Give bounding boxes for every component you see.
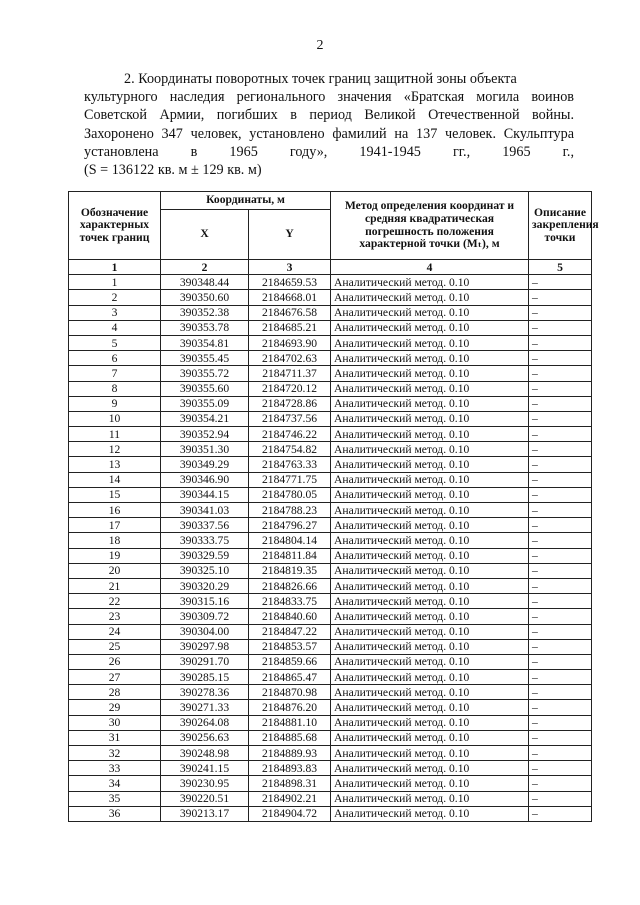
table-row — [69, 472, 592, 487]
coord-x: 390241.15 — [161, 761, 249, 776]
table-row — [69, 715, 592, 730]
column-number: 1 — [69, 260, 161, 275]
point-number: 25 — [69, 639, 161, 654]
table-row — [69, 594, 592, 609]
coord-x: 390348.44 — [161, 275, 249, 290]
description-cell: – — [529, 366, 592, 381]
point-number: 12 — [69, 442, 161, 457]
coordinates-table — [68, 191, 599, 822]
column-number: 2 — [161, 260, 249, 275]
coord-x: 390344.15 — [161, 487, 249, 502]
table-row — [69, 366, 592, 381]
method-cell: Аналитический метод. 0.10 — [331, 654, 529, 669]
description-cell: – — [529, 624, 592, 639]
coord-x: 390220.51 — [161, 791, 249, 806]
point-number: 16 — [69, 503, 161, 518]
coord-y: 2184711.37 — [249, 366, 331, 381]
coord-y: 2184763.33 — [249, 457, 331, 472]
coord-y: 2184804.14 — [249, 533, 331, 548]
coord-x: 390256.63 — [161, 730, 249, 745]
coord-x: 390304.00 — [161, 624, 249, 639]
table-row — [69, 396, 592, 411]
coord-y: 2184902.21 — [249, 791, 331, 806]
description-cell: – — [529, 639, 592, 654]
point-number: 11 — [69, 427, 161, 442]
table-row — [69, 791, 592, 806]
description-cell: – — [529, 563, 592, 578]
method-cell: Аналитический метод. 0.10 — [331, 746, 529, 761]
coord-x: 390248.98 — [161, 746, 249, 761]
coord-y: 2184702.63 — [249, 351, 331, 366]
table-row — [69, 609, 592, 624]
point-number: 32 — [69, 746, 161, 761]
description-cell: – — [529, 670, 592, 685]
coord-y: 2184859.66 — [249, 654, 331, 669]
point-number: 27 — [69, 670, 161, 685]
coord-y: 2184737.56 — [249, 411, 331, 426]
table-row — [69, 427, 592, 442]
method-cell: Аналитический метод. 0.10 — [331, 578, 529, 593]
coord-y: 2184889.93 — [249, 746, 331, 761]
table-body — [69, 275, 592, 822]
table-row — [69, 548, 592, 563]
method-cell: Аналитический метод. 0.10 — [331, 761, 529, 776]
description-cell: – — [529, 533, 592, 548]
description-cell: – — [529, 746, 592, 761]
method-cell: Аналитический метод. 0.10 — [331, 639, 529, 654]
coord-y: 2184746.22 — [249, 427, 331, 442]
description-cell: – — [529, 548, 592, 563]
header-designation: Обозначение характерных точек границ — [69, 192, 161, 260]
point-number: 9 — [69, 396, 161, 411]
point-number: 1 — [69, 275, 161, 290]
coord-x: 390291.70 — [161, 654, 249, 669]
description-cell: – — [529, 275, 592, 290]
point-number: 31 — [69, 730, 161, 745]
point-number: 15 — [69, 487, 161, 502]
table-row — [69, 806, 592, 821]
coord-x: 390325.10 — [161, 563, 249, 578]
point-number: 28 — [69, 685, 161, 700]
coord-y: 2184728.86 — [249, 396, 331, 411]
point-number: 10 — [69, 411, 161, 426]
point-number: 35 — [69, 791, 161, 806]
method-cell: Аналитический метод. 0.10 — [331, 791, 529, 806]
coord-x: 390351.30 — [161, 442, 249, 457]
point-number: 22 — [69, 594, 161, 609]
method-cell: Аналитический метод. 0.10 — [331, 685, 529, 700]
description-cell: – — [529, 594, 592, 609]
coord-y: 2184876.20 — [249, 700, 331, 715]
coord-y: 2184819.35 — [249, 563, 331, 578]
point-number: 29 — [69, 700, 161, 715]
description-cell: – — [529, 791, 592, 806]
method-cell: Аналитический метод. 0.10 — [331, 700, 529, 715]
method-cell: Аналитический метод. 0.10 — [331, 396, 529, 411]
coord-x: 390355.72 — [161, 366, 249, 381]
coord-y: 2184693.90 — [249, 335, 331, 350]
header-x: X — [161, 210, 249, 260]
coord-y: 2184898.31 — [249, 776, 331, 791]
coord-y: 2184720.12 — [249, 381, 331, 396]
table-row — [69, 442, 592, 457]
method-cell: Аналитический метод. 0.10 — [331, 563, 529, 578]
header-coordinates: Координаты, м — [161, 192, 331, 210]
method-cell: Аналитический метод. 0.10 — [331, 472, 529, 487]
description-cell: – — [529, 335, 592, 350]
table-row — [69, 533, 592, 548]
table-row — [69, 290, 592, 305]
coord-x: 390355.09 — [161, 396, 249, 411]
point-number: 8 — [69, 381, 161, 396]
coord-x: 390329.59 — [161, 548, 249, 563]
table-row — [69, 411, 592, 426]
table-row — [69, 730, 592, 745]
description-cell: – — [529, 457, 592, 472]
coord-x: 390309.72 — [161, 609, 249, 624]
point-number: 17 — [69, 518, 161, 533]
coord-x: 390350.60 — [161, 290, 249, 305]
method-cell: Аналитический метод. 0.10 — [331, 335, 529, 350]
coord-y: 2184833.75 — [249, 594, 331, 609]
table-row — [69, 335, 592, 350]
description-cell: – — [529, 503, 592, 518]
coord-y: 2184853.57 — [249, 639, 331, 654]
page-number: 2 — [316, 38, 324, 53]
coord-x: 390355.60 — [161, 381, 249, 396]
coord-x: 390355.45 — [161, 351, 249, 366]
method-cell: Аналитический метод. 0.10 — [331, 670, 529, 685]
point-number: 34 — [69, 776, 161, 791]
coord-y: 2184893.83 — [249, 761, 331, 776]
description-cell: – — [529, 776, 592, 791]
method-cell: Аналитический метод. 0.10 — [331, 275, 529, 290]
header-method: Метод определения координат и средняя квадратическая погрешность положения характерной точки (Mₜ), м — [331, 192, 529, 260]
method-cell: Аналитический метод. 0.10 — [331, 305, 529, 320]
table-row — [69, 639, 592, 654]
table-row — [69, 563, 592, 578]
method-cell: Аналитический метод. 0.10 — [331, 806, 529, 821]
method-cell: Аналитический метод. 0.10 — [331, 290, 529, 305]
description-cell: – — [529, 700, 592, 715]
method-cell: Аналитический метод. 0.10 — [331, 442, 529, 457]
method-cell: Аналитический метод. 0.10 — [331, 730, 529, 745]
paragraph-line: Советской Армии, погибших в период Великой Отечественной войны. — [84, 107, 574, 124]
point-number: 20 — [69, 563, 161, 578]
coord-x: 390230.95 — [161, 776, 249, 791]
method-cell: Аналитический метод. 0.10 — [331, 381, 529, 396]
table-row — [69, 685, 592, 700]
point-number: 19 — [69, 548, 161, 563]
point-number: 26 — [69, 654, 161, 669]
coord-x: 390278.36 — [161, 685, 249, 700]
coord-y: 2184840.60 — [249, 609, 331, 624]
point-number: 2 — [69, 290, 161, 305]
description-cell: – — [529, 578, 592, 593]
coord-x: 390264.08 — [161, 715, 249, 730]
table-row — [69, 624, 592, 639]
point-number: 13 — [69, 457, 161, 472]
method-cell: Аналитический метод. 0.10 — [331, 776, 529, 791]
coord-y: 2184685.21 — [249, 320, 331, 335]
coord-x: 390341.03 — [161, 503, 249, 518]
description-cell: – — [529, 518, 592, 533]
coord-y: 2184881.10 — [249, 715, 331, 730]
point-number: 4 — [69, 320, 161, 335]
description-cell: – — [529, 761, 592, 776]
coord-x: 390337.56 — [161, 518, 249, 533]
coord-x: 390353.78 — [161, 320, 249, 335]
coord-y: 2184870.98 — [249, 685, 331, 700]
table-row — [69, 700, 592, 715]
description-cell: – — [529, 351, 592, 366]
coord-y: 2184865.47 — [249, 670, 331, 685]
description-cell: – — [529, 320, 592, 335]
coord-x: 390213.17 — [161, 806, 249, 821]
coord-x: 390354.21 — [161, 411, 249, 426]
description-cell: – — [529, 396, 592, 411]
description-cell: – — [529, 290, 592, 305]
coord-x: 390315.16 — [161, 594, 249, 609]
coord-x: 390297.98 — [161, 639, 249, 654]
table-row — [69, 670, 592, 685]
point-number: 14 — [69, 472, 161, 487]
coord-x: 390354.81 — [161, 335, 249, 350]
method-cell: Аналитический метод. 0.10 — [331, 594, 529, 609]
table-row — [69, 776, 592, 791]
point-number: 23 — [69, 609, 161, 624]
point-number: 6 — [69, 351, 161, 366]
description-cell: – — [529, 654, 592, 669]
table-row — [69, 761, 592, 776]
point-number: 7 — [69, 366, 161, 381]
method-cell: Аналитический метод. 0.10 — [331, 320, 529, 335]
coord-y: 2184771.75 — [249, 472, 331, 487]
coord-y: 2184668.01 — [249, 290, 331, 305]
point-number: 21 — [69, 578, 161, 593]
paragraph-line: установлена в 1965 году», 1941-1945 гг., 1965 г., — [84, 143, 574, 160]
coord-x: 390352.38 — [161, 305, 249, 320]
coord-y: 2184788.23 — [249, 503, 331, 518]
coord-y: 2184826.66 — [249, 578, 331, 593]
coord-x: 390352.94 — [161, 427, 249, 442]
coord-y: 2184754.82 — [249, 442, 331, 457]
point-number: 5 — [69, 335, 161, 350]
coord-x: 390349.29 — [161, 457, 249, 472]
coord-x: 390333.75 — [161, 533, 249, 548]
description-cell: – — [529, 442, 592, 457]
table-row — [69, 457, 592, 472]
point-number: 18 — [69, 533, 161, 548]
paragraph-line: 2. Координаты поворотных точек границ защитной зоны объекта — [124, 71, 517, 87]
method-cell: Аналитический метод. 0.10 — [331, 715, 529, 730]
column-number: 4 — [331, 260, 529, 275]
table-row — [69, 351, 592, 366]
table-row — [69, 518, 592, 533]
point-number: 30 — [69, 715, 161, 730]
description-cell: – — [529, 305, 592, 320]
point-number: 24 — [69, 624, 161, 639]
description-cell: – — [529, 609, 592, 624]
description-cell: – — [529, 427, 592, 442]
method-cell: Аналитический метод. 0.10 — [331, 533, 529, 548]
method-cell: Аналитический метод. 0.10 — [331, 351, 529, 366]
table-row — [69, 746, 592, 761]
table-row — [69, 487, 592, 502]
column-number: 5 — [529, 260, 592, 275]
intro-paragraph — [84, 70, 574, 179]
description-cell: – — [529, 806, 592, 821]
method-cell: Аналитический метод. 0.10 — [331, 411, 529, 426]
column-number: 3 — [249, 260, 331, 275]
method-cell: Аналитический метод. 0.10 — [331, 518, 529, 533]
coord-y: 2184847.22 — [249, 624, 331, 639]
coord-x: 390271.33 — [161, 700, 249, 715]
table-row — [69, 503, 592, 518]
table-row — [69, 578, 592, 593]
method-cell: Аналитический метод. 0.10 — [331, 548, 529, 563]
method-cell: Аналитический метод. 0.10 — [331, 487, 529, 502]
table-row — [69, 381, 592, 396]
method-cell: Аналитический метод. 0.10 — [331, 609, 529, 624]
method-cell: Аналитический метод. 0.10 — [331, 503, 529, 518]
point-number: 3 — [69, 305, 161, 320]
description-cell: – — [529, 487, 592, 502]
description-cell: – — [529, 685, 592, 700]
paragraph-line: культурного наследия регионального значения «Братская могила воинов — [84, 89, 574, 106]
coord-y: 2184659.53 — [249, 275, 331, 290]
paragraph-line: (S = 136122 кв. м ± 129 кв. м) — [84, 162, 262, 179]
table-row — [69, 305, 592, 320]
header-description: Описание закрепления точки — [529, 192, 592, 260]
coord-y: 2184780.05 — [249, 487, 331, 502]
description-cell: – — [529, 381, 592, 396]
coord-y: 2184811.84 — [249, 548, 331, 563]
method-cell: Аналитический метод. 0.10 — [331, 457, 529, 472]
coord-y: 2184904.72 — [249, 806, 331, 821]
table-row — [69, 320, 592, 335]
description-cell: – — [529, 411, 592, 426]
coord-y: 2184885.68 — [249, 730, 331, 745]
coord-x: 390285.15 — [161, 670, 249, 685]
description-cell: – — [529, 715, 592, 730]
table-row — [69, 654, 592, 669]
coord-x: 390346.90 — [161, 472, 249, 487]
point-number: 36 — [69, 806, 161, 821]
paragraph-line: Захоронено 347 человек, установлено фамилий на 137 человек. Скульптура — [84, 125, 574, 142]
method-cell: Аналитический метод. 0.10 — [331, 427, 529, 442]
description-cell: – — [529, 472, 592, 487]
table-row — [69, 275, 592, 290]
header-y: Y — [249, 210, 331, 260]
point-number: 33 — [69, 761, 161, 776]
method-cell: Аналитический метод. 0.10 — [331, 624, 529, 639]
coord-y: 2184676.58 — [249, 305, 331, 320]
method-cell: Аналитический метод. 0.10 — [331, 366, 529, 381]
description-cell: – — [529, 730, 592, 745]
coord-x: 390320.29 — [161, 578, 249, 593]
coord-y: 2184796.27 — [249, 518, 331, 533]
